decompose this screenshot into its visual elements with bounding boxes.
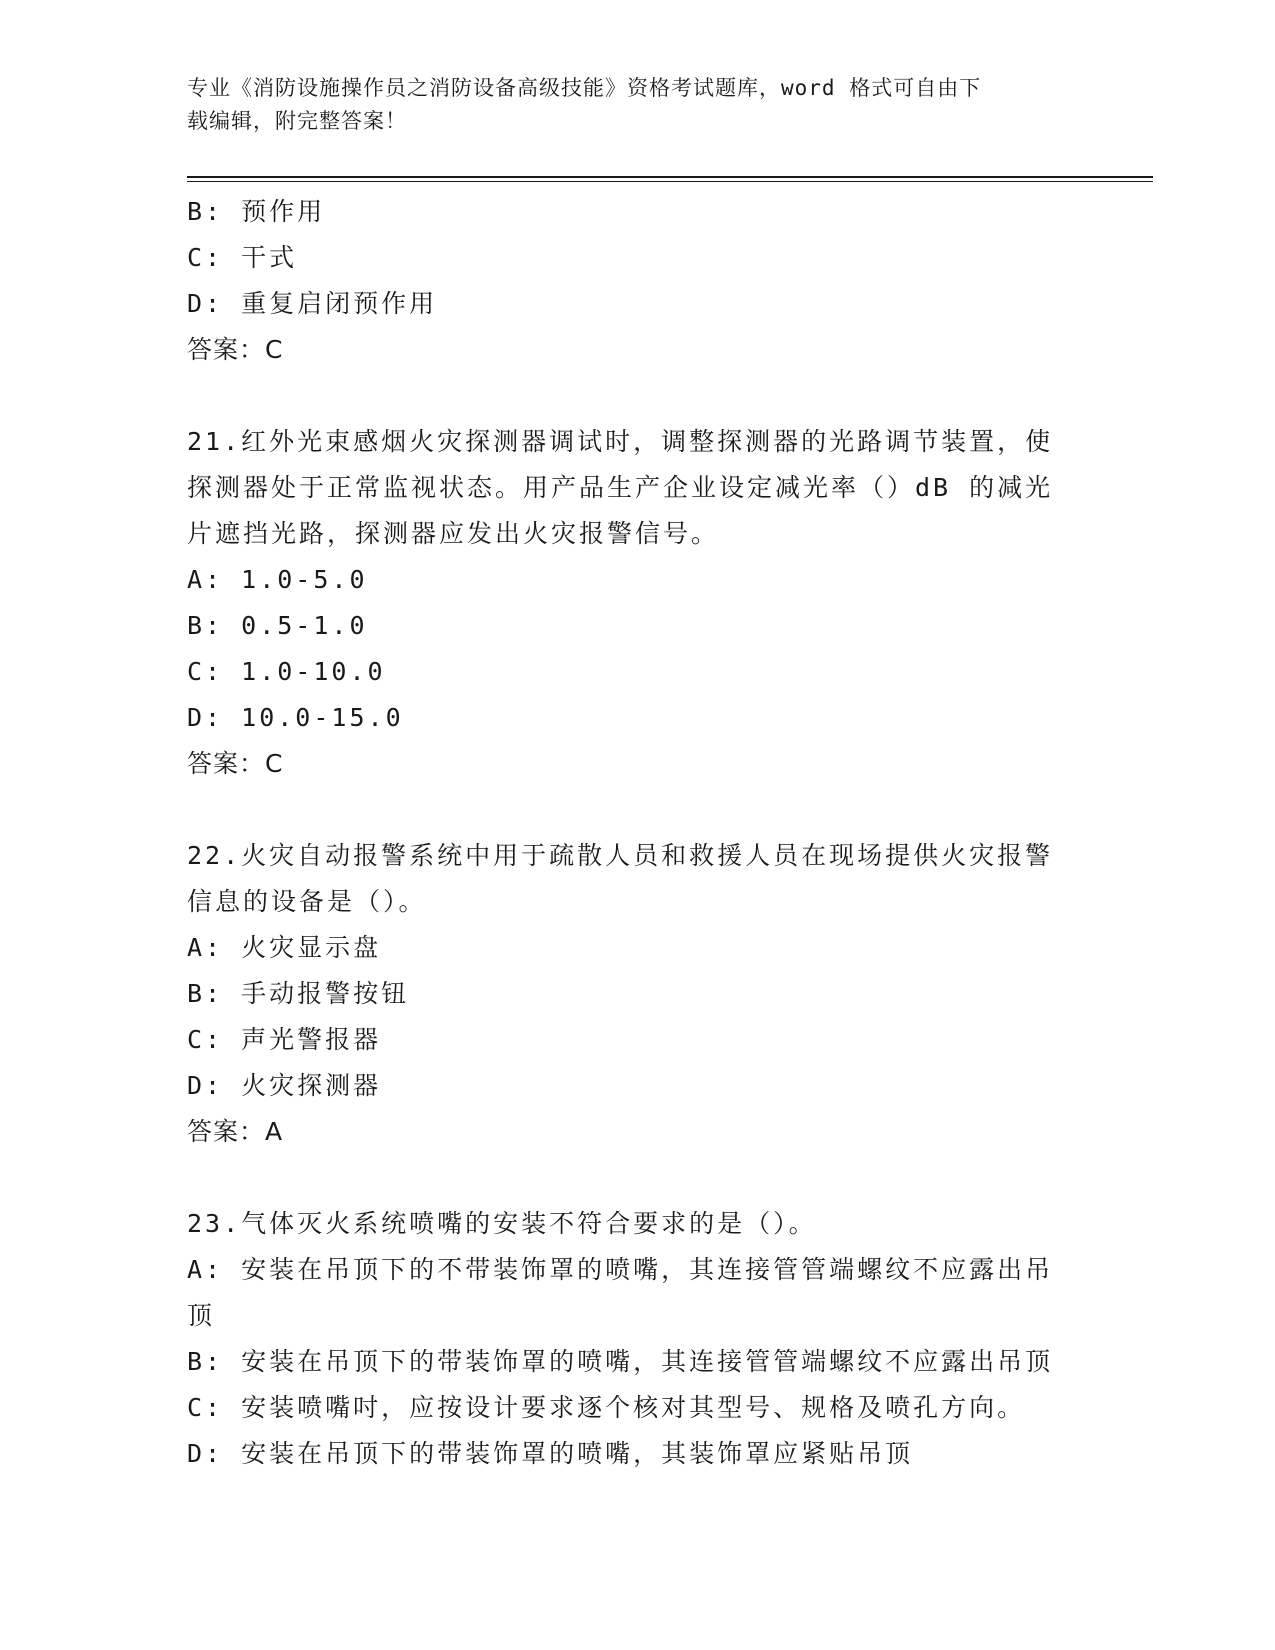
question-stem: 21.红外光束感烟火灾探测器调试时，调整探测器的光路调节装置，使 — [187, 427, 1054, 456]
question-stem: 探测器处于正常监视状态。用产品生产企业设定减光率（）dB 的减光 — [187, 473, 1054, 502]
option-c: C: 安装喷嘴吋，应按设计要求逐个核对其型号、规格及喷孔方向。 — [187, 1393, 1026, 1422]
option-b: B: 手动报警按钮 — [187, 979, 410, 1008]
question-stem: 22.火灾自动报警系统中用于疏散人员和救援人员在现场提供火灾报警 — [187, 841, 1054, 870]
document-body — [187, 189, 1087, 1477]
question-22 — [187, 833, 1087, 1155]
question-stem: 23.气体灭火系统喷嘴的安装不符合要求的是（）。 — [187, 1209, 817, 1238]
option-d: D: 重复启闭预作用 — [187, 289, 438, 318]
header-line-1: 专业《消防设施操作员之消防设备高级技能》资格考试题库，word 格式可自由下 — [187, 76, 982, 100]
header-rule-thin — [187, 181, 1153, 182]
prev-question — [187, 189, 1087, 373]
page-header — [187, 72, 1067, 138]
answer: 答案：C — [187, 335, 284, 364]
option-a: A: 1.0-5.0 — [187, 565, 368, 594]
option-a-continued: 顶 — [187, 1301, 216, 1330]
question-21 — [187, 419, 1087, 787]
option-a: A: 安装在吊顶下的不带装饰罩的喷嘴，其连接管管端螺纹不应露出吊 — [187, 1255, 1054, 1284]
option-c: C: 声光警报器 — [187, 1025, 382, 1054]
spacer — [187, 787, 1087, 833]
answer: 答案：C — [187, 749, 284, 778]
option-a: A: 火灾显示盘 — [187, 933, 382, 962]
spacer — [187, 373, 1087, 419]
option-b: B: 0.5-1.0 — [187, 611, 368, 640]
question-23 — [187, 1201, 1087, 1477]
answer: 答案：A — [187, 1117, 284, 1146]
question-stem: 片遮挡光路，探测器应发出火灾报警信号。 — [187, 519, 720, 548]
option-d: D: 安装在吊顶下的带装饰罩的喷嘴，其装饰罩应紧贴吊顶 — [187, 1439, 914, 1468]
header-rule-thick — [187, 176, 1153, 178]
option-b: B: 预作用 — [187, 197, 326, 226]
option-c: C: 1.0-10.0 — [187, 657, 386, 686]
option-c: C: 干式 — [187, 243, 298, 272]
question-stem: 信息的设备是（）。 — [187, 887, 427, 916]
option-b: B: 安装在吊顶下的带装饰罩的喷嘴，其连接管管端螺纹不应露出吊顶 — [187, 1347, 1054, 1376]
header-line-2: 载编辑，附完整答案！ — [187, 109, 407, 133]
spacer — [187, 1155, 1087, 1201]
option-d: D: 火灾探测器 — [187, 1071, 382, 1100]
option-d: D: 10.0-15.0 — [187, 703, 404, 732]
